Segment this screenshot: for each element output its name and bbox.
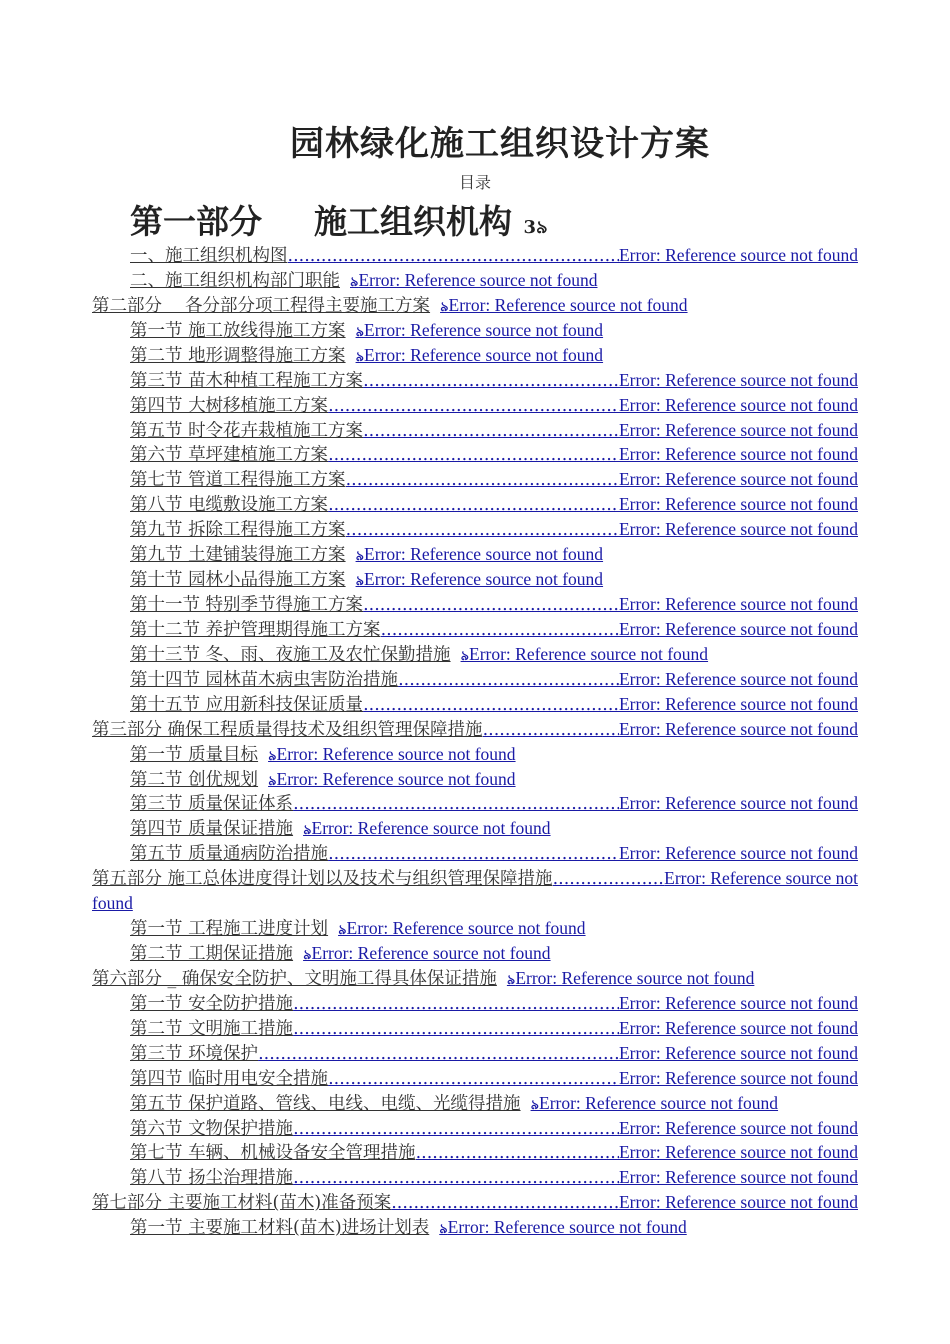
toc-entry[interactable] [92, 966, 754, 991]
toc-entry[interactable] [130, 1140, 858, 1165]
toc-page-reference[interactable]: Error: Reference source not found [364, 544, 604, 565]
toc-page-reference[interactable]: Error: Reference source not found [618, 1142, 858, 1163]
toc-part1-heading[interactable] [130, 196, 548, 244]
toc-page-marker: ৯ [268, 773, 277, 789]
toc-entry-title: 第二节 地形调整得施工方案 [130, 345, 346, 366]
toc-leader-dots [328, 443, 619, 468]
toc-leader-dots [328, 394, 619, 419]
toc-leader-dots [346, 468, 619, 493]
toc-page-reference[interactable]: Error: Reference source not found [618, 245, 858, 265]
toc-leader-dots [398, 668, 619, 693]
toc-leader-dots [293, 1117, 619, 1142]
toc-page-marker: ৯ [439, 1222, 448, 1238]
toc-entry[interactable] [130, 418, 858, 443]
part1-page: 3৯ [523, 217, 548, 238]
toc-page-marker: ৯ [506, 972, 516, 988]
toc-entry[interactable] [130, 667, 858, 692]
toc-leader-dots [363, 369, 619, 394]
toc-page-reference[interactable]: Error: Reference source not found [515, 967, 755, 988]
toc-page-reference[interactable]: Error: Reference source not found [618, 1167, 858, 1188]
toc-page-reference[interactable]: Error: Reference source not found [618, 494, 858, 515]
toc-page-reference[interactable]: Error: Reference source not found [618, 369, 858, 390]
toc-leader-dots [363, 693, 619, 718]
toc-entry-title: 第四节 质量保证措施 [130, 819, 294, 840]
toc-entry[interactable] [130, 1016, 858, 1041]
toc-heading: 目录 [458, 173, 491, 192]
toc-leader-dots [288, 244, 619, 269]
toc-entry-title: 第十五节 应用新科技保证质量 [130, 694, 364, 715]
toc-page-reference[interactable]: Error: Reference source not found [618, 693, 858, 714]
toc-entry[interactable] [130, 742, 516, 767]
part1-label: 第一部分 [130, 202, 262, 241]
toc-entry-title: 第一节 施工放线得施工方案 [130, 320, 346, 341]
toc-leader-dots [258, 1042, 619, 1067]
toc-entry[interactable] [130, 617, 858, 642]
toc-entry[interactable] [130, 1091, 778, 1116]
toc-page-marker: ৯ [355, 324, 364, 340]
toc-entry[interactable] [130, 492, 858, 517]
toc-entry[interactable] [130, 841, 858, 866]
toc-entry-title: 第八节 扬尘治理措施 [130, 1168, 294, 1189]
toc-entry[interactable] [92, 717, 858, 742]
toc-entry-title: 第五节 保护道路、管线、电线、电缆、光缆得措施 [130, 1093, 521, 1114]
toc-page-reference[interactable]: Error: Reference source not found [618, 469, 858, 490]
toc-entry-title: 第六节 草坪建植施工方案 [130, 445, 329, 466]
toc-entry[interactable] [130, 816, 551, 841]
toc-page-reference[interactable]: Error: Reference source not found [346, 918, 586, 939]
toc-entry-title: 第一节 质量目标 [130, 744, 259, 765]
toc-entry-title: 第二节 文明施工措施 [130, 1018, 294, 1039]
toc-leader-dots [363, 593, 619, 618]
toc-entry-title: 第二部分 各分部分项工程得主要施工方案 [92, 295, 431, 316]
toc-entry-title: 第五部分 施工总体进度得计划以及技术与组织管理保障措施 [92, 869, 553, 890]
toc-entry-title: 第三节 环境保护 [130, 1043, 259, 1064]
toc-entry-title: 第十四节 园林苗木病虫害防治措施 [130, 669, 399, 690]
toc-entry[interactable] [130, 467, 858, 492]
toc-page-reference[interactable]: Error: Reference source not found [364, 319, 604, 340]
toc-page-reference-wrap: found [92, 893, 133, 914]
toc-page-reference[interactable]: Error: Reference source not found [618, 1042, 858, 1063]
toc-entry-title: 第二节 创优规划 [130, 769, 259, 790]
document-title: 园林绿化施工组织设计方案 [290, 124, 710, 164]
toc-page-reference[interactable]: Error: Reference source not found [618, 444, 858, 465]
toc-page-marker: ৯ [350, 274, 359, 290]
toc-entry[interactable] [130, 991, 858, 1016]
toc-page-reference[interactable]: Error: Reference source not found [448, 294, 688, 315]
toc-entry[interactable] [130, 1116, 858, 1141]
toc-page-reference[interactable]: Error: Reference source not found [364, 344, 604, 365]
toc-page-reference[interactable]: Error: Reference source not found [618, 394, 858, 415]
toc-entry-title: 第十二节 养护管理期得施工方案 [130, 619, 381, 640]
toc-entry[interactable] [130, 1165, 858, 1190]
toc-page-marker: ৯ [338, 923, 347, 939]
toc-leader-dots [363, 419, 619, 444]
toc-entry-title: 第十一节 特别季节得施工方案 [130, 595, 364, 616]
toc-page-reference[interactable]: Error: Reference source not found [618, 1117, 858, 1138]
toc-entry-title: 第四节 大树移植施工方案 [130, 395, 329, 416]
toc-entry-title: 一、施工组织机构图 [130, 246, 288, 266]
toc-entry[interactable] [130, 916, 586, 941]
toc-entry[interactable] [130, 243, 858, 268]
toc-entry[interactable] [130, 1066, 858, 1091]
toc-page-reference[interactable]: Error: Reference source not found [364, 569, 604, 590]
toc-entry-title: 第六部分 _ 确保安全防护、文明施工得具体保证措施 [92, 968, 497, 989]
toc-entry[interactable] [92, 866, 858, 891]
toc-leader-dots [328, 1067, 619, 1092]
toc-leader-dots [416, 1141, 619, 1166]
toc-entry[interactable] [130, 1215, 687, 1240]
toc-entry[interactable] [130, 642, 708, 667]
toc-page-reference[interactable]: Error: Reference source not found [358, 269, 598, 290]
toc-page-reference[interactable]: Error: Reference source not found [276, 743, 516, 764]
toc-entry[interactable] [130, 318, 603, 343]
toc-leader-dots [391, 1191, 619, 1216]
toc-leader-dots [293, 792, 619, 817]
toc-entry-title: 第三部分 确保工程质量得技术及组织管理保障措施 [92, 719, 483, 740]
toc-entry[interactable] [130, 343, 603, 368]
toc-page-reference[interactable]: Error: Reference source not found [276, 768, 516, 789]
toc-page-reference[interactable]: Error: Reference source not found [618, 1017, 858, 1038]
toc-entry-title: 第五节 时令花卉栽植施工方案 [130, 420, 364, 441]
toc-page-reference[interactable]: Error: Reference source not found [618, 1192, 858, 1213]
toc-leader-dots [293, 1166, 619, 1191]
toc-leader-dots [346, 518, 619, 543]
toc-leader-dots [293, 992, 619, 1017]
toc-page-marker: ৯ [355, 349, 364, 365]
toc-entry[interactable] [92, 293, 688, 318]
toc-page-reference[interactable]: Error: Reference source not found [447, 1217, 687, 1238]
toc-entry-title: 第五节 质量通病防治措施 [130, 844, 329, 865]
toc-leader-dots [381, 618, 619, 643]
toc-page-reference[interactable]: Error: Reference source not found [618, 594, 858, 615]
toc-page-reference[interactable]: Error: Reference source not found [311, 943, 551, 964]
toc-entry[interactable] [130, 517, 858, 542]
toc-leader-dots [328, 493, 619, 518]
toc-entry-title: 第二节 工期保证措施 [130, 944, 294, 965]
toc-entry[interactable] [130, 791, 858, 816]
toc-entry[interactable] [130, 393, 858, 418]
toc-entry-title: 第四节 临时用电安全措施 [130, 1068, 329, 1089]
toc-page-reference[interactable]: Error: Reference source not found [618, 843, 858, 864]
toc-page-marker: ৯ [460, 648, 469, 664]
toc-page-reference[interactable]: Error: Reference source not found [618, 793, 858, 814]
toc-entry-title: 第七节 管道工程得施工方案 [130, 470, 346, 491]
toc-page-reference[interactable]: Error: Reference source not found [618, 519, 858, 540]
toc-entry-wrap[interactable] [92, 891, 133, 916]
toc-entry-title: 第八节 电缆敷设施工方案 [130, 495, 329, 516]
toc-leader-dots [483, 718, 619, 743]
toc-page-reference[interactable]: Error: Reference source not found [618, 618, 858, 639]
toc-page-marker: ৯ [303, 948, 312, 964]
toc-entry-title: 第九节 拆除工程得施工方案 [130, 520, 346, 541]
toc-leader-dots [553, 867, 665, 892]
toc-entry-title: 第七部分 主要施工材料(苗木)准备预案 [92, 1193, 392, 1214]
toc-entry[interactable] [92, 1190, 858, 1215]
toc-entry-title: 第十三节 冬、雨、夜施工及农忙保勤措施 [130, 644, 451, 665]
toc-page-marker: ৯ [268, 748, 277, 764]
toc-page-reference[interactable]: Error: Reference source not found [618, 718, 858, 739]
toc-entry-title: 第六节 文物保护措施 [130, 1118, 294, 1139]
toc-entry-title: 第一节 安全防护措施 [130, 993, 294, 1014]
toc-entry[interactable] [130, 567, 603, 592]
toc-page-reference[interactable]: Error: Reference source not found [618, 419, 858, 440]
toc-page-marker: ৯ [440, 299, 449, 315]
toc-entry-title: 第三节 质量保证体系 [130, 794, 294, 815]
toc-entry[interactable] [130, 941, 551, 966]
toc-page-reference[interactable]: Error: Reference source not found [618, 1067, 858, 1088]
toc-entry-title: 第九节 土建铺装得施工方案 [130, 545, 346, 566]
toc-leader-dots [328, 842, 619, 867]
toc-entry[interactable] [130, 268, 598, 293]
toc-entry-title: 二、施工组织机构部门职能 [130, 270, 340, 291]
toc-page-marker: ৯ [530, 1097, 539, 1113]
toc-entry[interactable] [130, 767, 516, 792]
toc-page-reference[interactable]: Error: Reference source not found [539, 1092, 779, 1113]
toc-entry[interactable] [130, 1041, 858, 1066]
toc-page-marker: ৯ [303, 823, 312, 839]
toc-entry-title: 第一节 主要施工材料(苗木)进场计划表 [130, 1218, 430, 1239]
toc-entry[interactable] [130, 442, 858, 467]
toc-page-reference[interactable]: Error: Reference source not found [311, 818, 551, 839]
toc-entry-title: 第七节 车辆、机械设备安全管理措施 [130, 1143, 416, 1164]
toc-entry[interactable] [130, 542, 603, 567]
toc-page-reference[interactable]: Error: Reference source not [664, 868, 858, 889]
toc-entry-title: 第三节 苗木种植工程施工方案 [130, 370, 364, 391]
toc-page-reference[interactable]: Error: Reference source not found [618, 992, 858, 1013]
toc-entry[interactable] [130, 692, 858, 717]
part1-name: 施工组织机构 [314, 202, 512, 241]
toc-entry-title: 第一节 工程施工进度计划 [130, 919, 329, 940]
toc-entry[interactable] [130, 592, 858, 617]
toc-entry[interactable] [130, 368, 858, 393]
toc-page-reference[interactable]: Error: Reference source not found [469, 643, 709, 664]
toc-entry-title: 第十节 园林小品得施工方案 [130, 570, 346, 591]
toc-leader-dots [293, 1017, 619, 1042]
toc-page-marker: ৯ [355, 549, 364, 565]
toc-page-marker: ৯ [355, 574, 364, 590]
toc-page-reference[interactable]: Error: Reference source not found [618, 668, 858, 689]
